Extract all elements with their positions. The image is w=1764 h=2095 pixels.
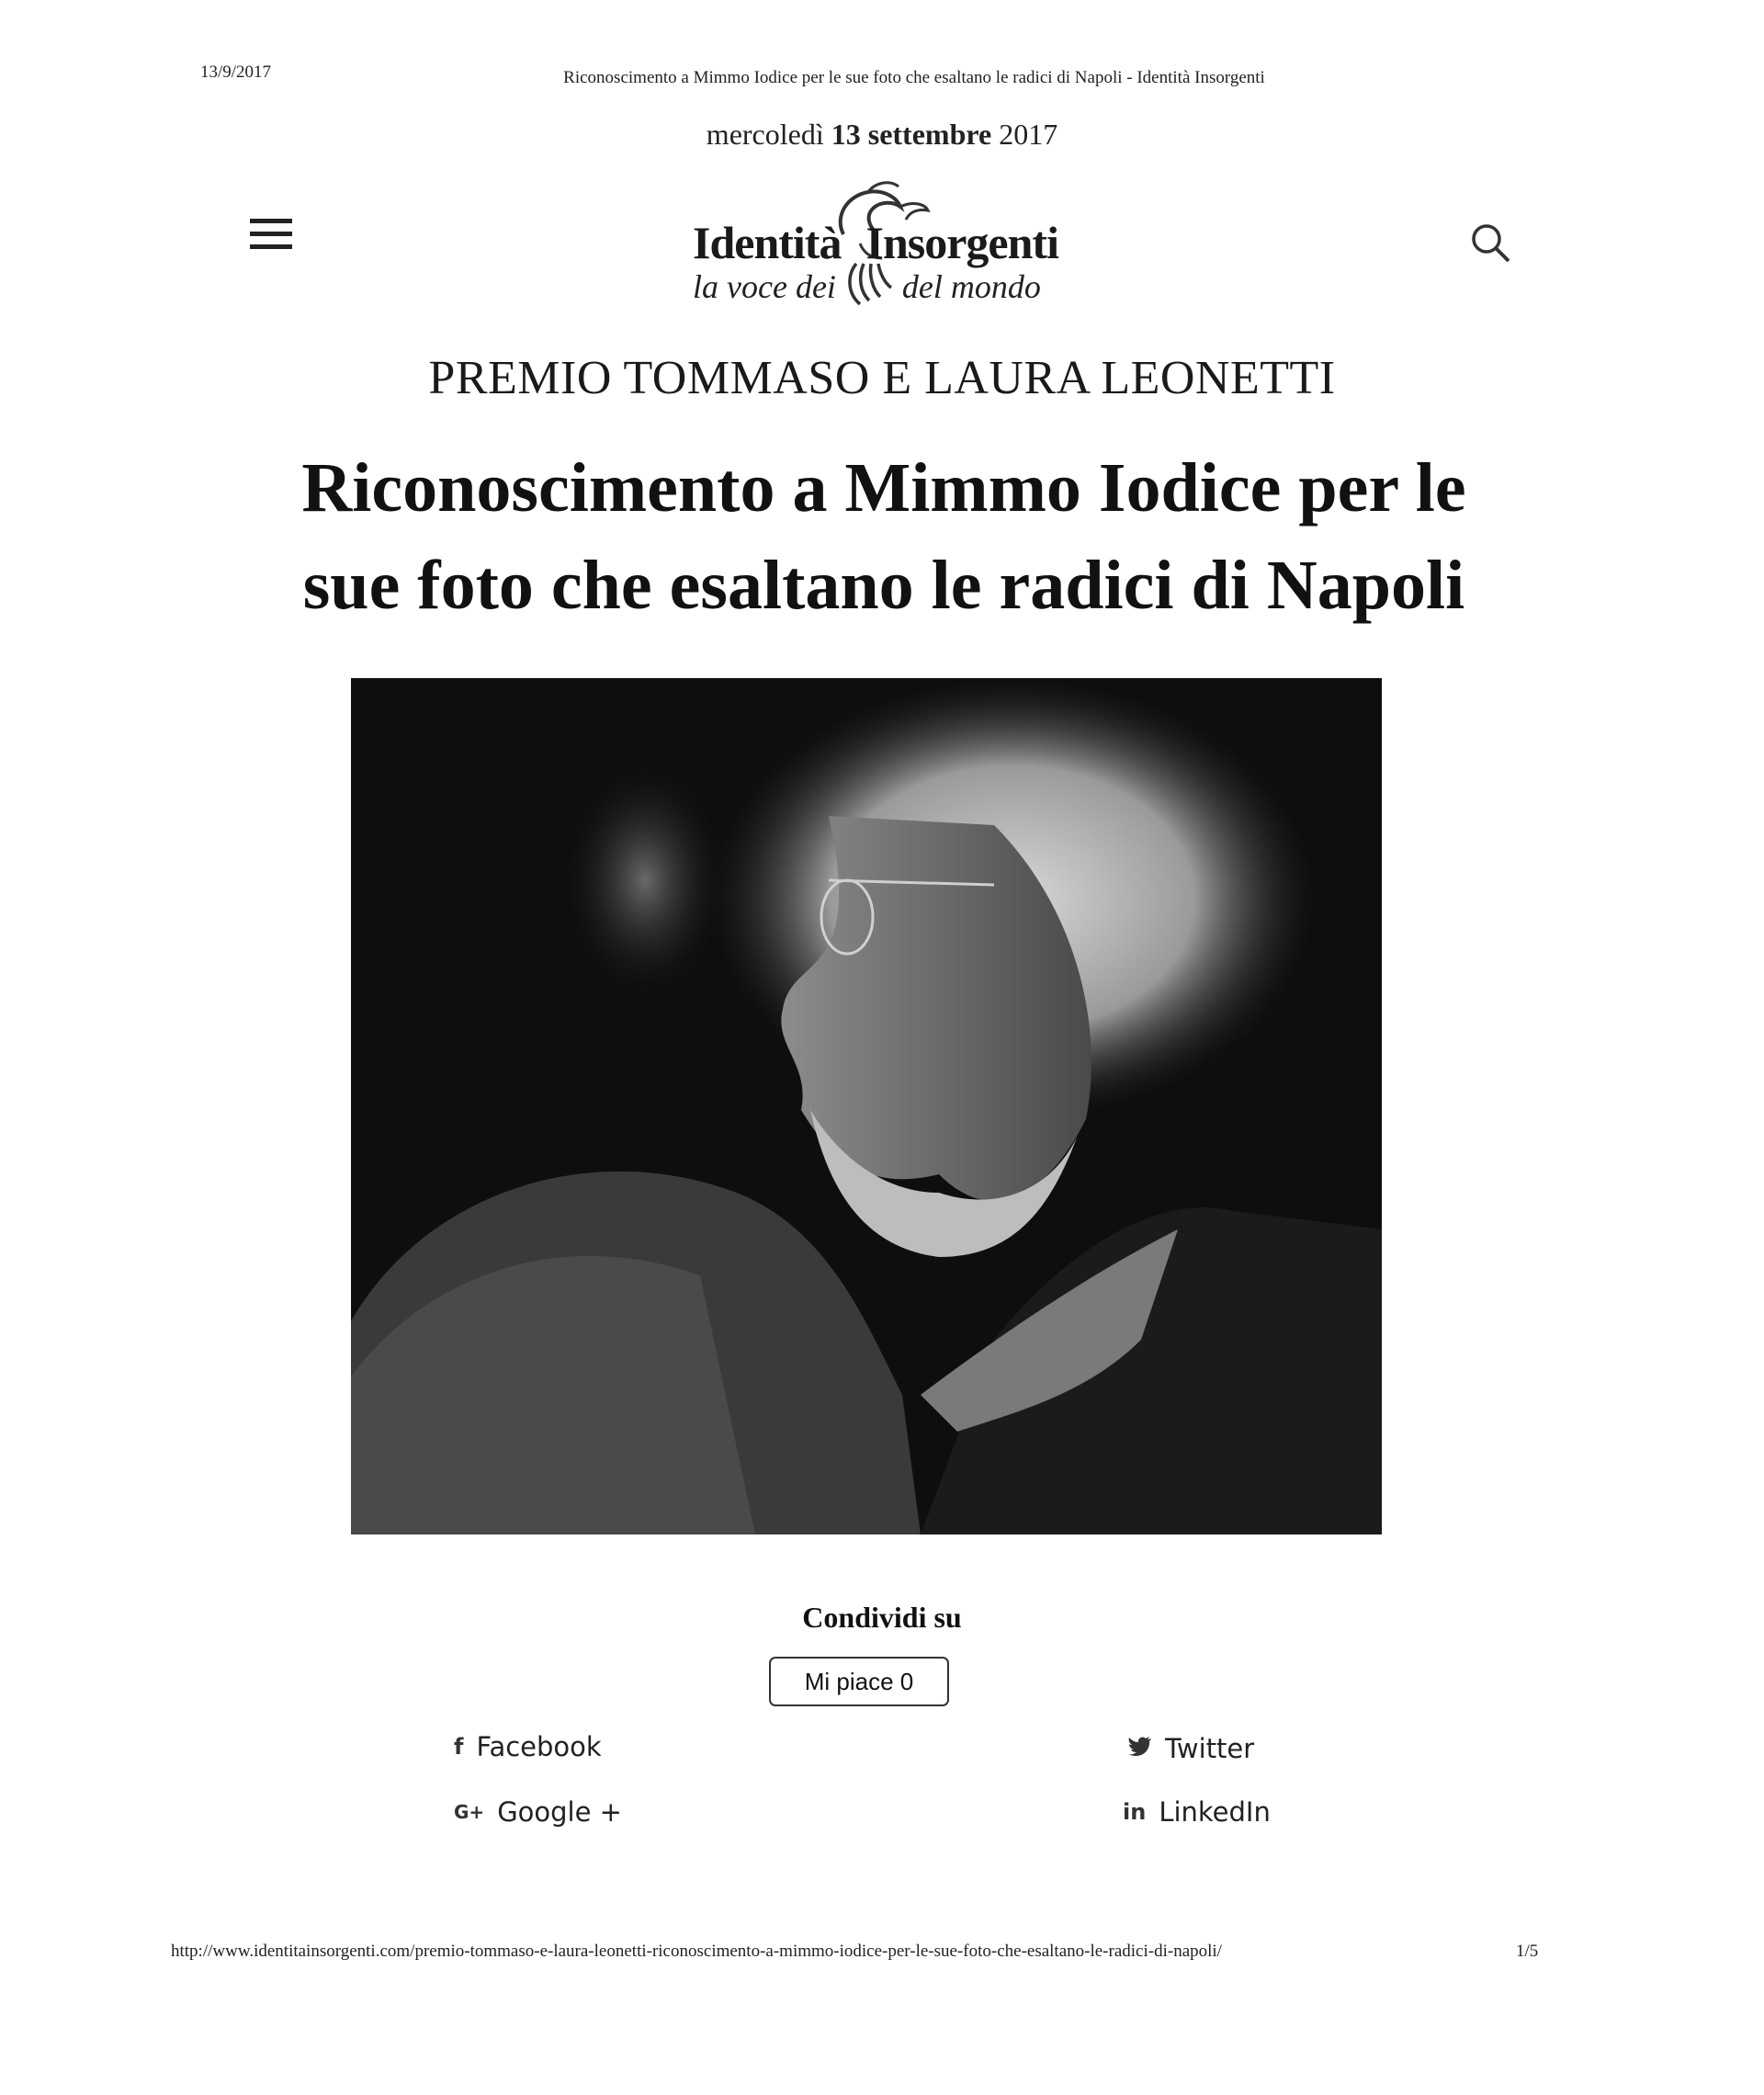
share-facebook-link[interactable]: [454, 1731, 602, 1762]
google-plus-icon: G+: [454, 1801, 485, 1823]
twitter-icon: [1128, 1736, 1152, 1761]
article-kicker: PREMIO TOMMASO E LAURA LEONETTI: [428, 352, 1336, 404]
share-google-label: Google +: [497, 1796, 622, 1828]
share-twitter-label: Twitter: [1165, 1733, 1255, 1764]
print-page-title: Riconoscimento a Mimmo Iodice per le sue foto che esaltano le radici di Napoli - Identità Insorgenti: [563, 68, 1265, 87]
search-icon[interactable]: [1468, 221, 1512, 265]
logo-wordmark: Identità Insorgenti: [693, 217, 1058, 268]
site-date-day-month: 13 settembre: [831, 118, 992, 151]
logo-tagline: la voce dei del mondo: [693, 268, 1041, 305]
facebook-icon: f: [454, 1734, 464, 1760]
site-logo[interactable]: [680, 179, 1084, 312]
headline-line: Riconoscimento a Mimmo Iodice per le: [301, 449, 1466, 527]
print-date: 13/9/2017: [200, 62, 272, 82]
share-google-plus-link[interactable]: [454, 1796, 622, 1828]
print-url: http://www.identitainsorgenti.com/premio-tommaso-e-laura-leonetti-riconoscimento-a-mimmo-iodice-per-le-sue-foto-che-esaltano-le-radici-di-napoli/: [171, 1942, 1222, 1961]
share-twitter-link[interactable]: [1128, 1733, 1254, 1764]
share-facebook-label: Facebook: [476, 1731, 602, 1762]
share-linkedin-label: LinkedIn: [1159, 1796, 1271, 1828]
site-date: [0, 118, 1764, 152]
print-page-number: 1/5: [1516, 1942, 1539, 1961]
site-date-year: 2017: [999, 118, 1058, 151]
linkedin-icon: in: [1123, 1799, 1147, 1825]
headline-line: sue foto che esaltano le radici di Napoli: [302, 547, 1465, 624]
article-headline: [241, 439, 1527, 634]
share-label: Condividi su: [802, 1601, 962, 1634]
hamburger-menu-icon[interactable]: [250, 219, 292, 250]
like-button[interactable]: Mi piace 0: [769, 1657, 949, 1706]
site-date-weekday: mercoledì: [706, 118, 824, 151]
article-photo: [351, 678, 1382, 1534]
share-linkedin-link[interactable]: [1123, 1796, 1271, 1828]
